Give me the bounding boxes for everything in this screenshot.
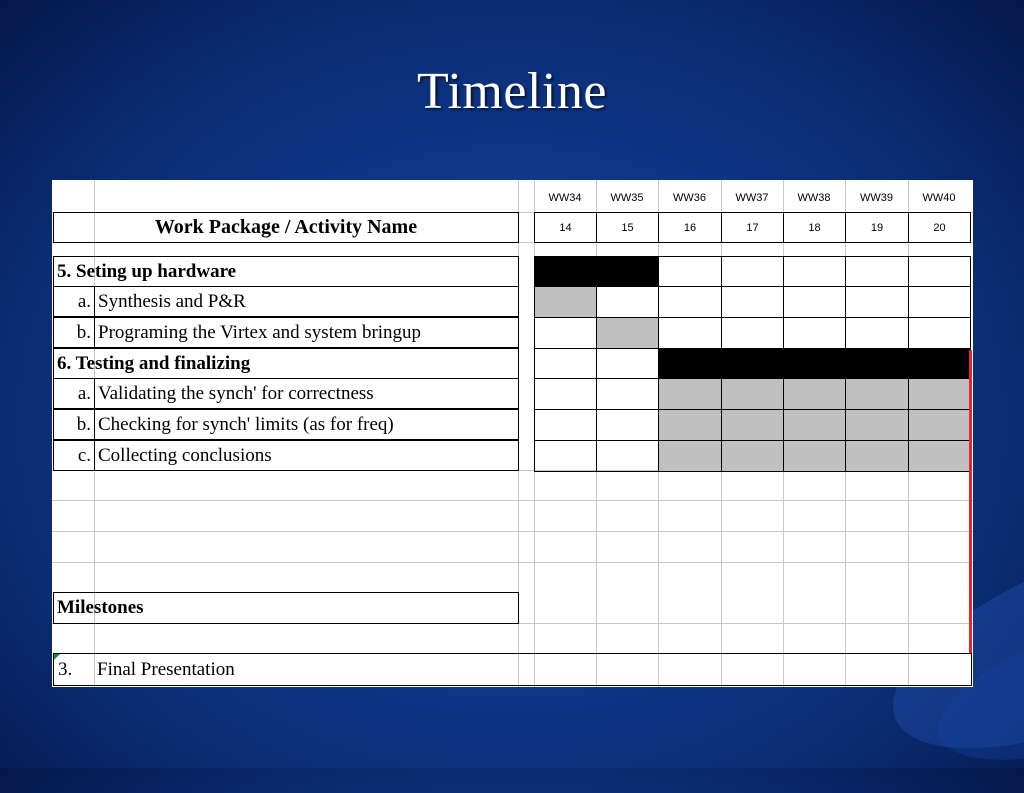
week-label: WW37 [735,192,769,204]
week-number: 14 [534,212,597,243]
task-label: Synthesis and P&R [94,286,519,317]
gridline [52,500,973,501]
package-row-label: 6. Testing and finalizing [53,348,519,379]
current-date-line [969,350,972,653]
week-number: 16 [658,212,722,243]
week-number: 19 [845,212,909,243]
gantt-cell [596,286,659,318]
gridline [52,531,973,532]
task-index: c. [53,440,95,471]
gantt-bar-task [783,409,846,441]
gantt-bar-task [721,409,784,441]
milestones-header: Milestones [53,592,519,624]
gantt-cell [534,409,597,441]
gantt-cell [908,286,971,318]
task-index: a. [53,286,95,317]
gantt-cell [596,378,659,410]
gridline [52,562,973,563]
gantt-bar-task [534,286,597,318]
gantt-bar-task [596,317,659,349]
gantt-spreadsheet [52,180,973,687]
gantt-bar-task [721,378,784,410]
gantt-bar-package [845,348,909,379]
gantt-cell [534,348,597,379]
task-label: Collecting conclusions [94,440,519,471]
gantt-cell [534,317,597,349]
gantt-bar-package [658,348,722,379]
gantt-cell [783,286,846,318]
milestone-label: Final Presentation [94,653,972,686]
week-number: 18 [783,212,846,243]
task-index: a. [53,378,95,409]
gantt-cell [908,256,971,287]
week-label: WW34 [548,192,582,204]
gantt-bar-task [658,378,722,410]
gantt-cell [721,286,784,318]
gantt-bar-task [783,440,846,472]
gantt-cell [845,256,909,287]
week-label: WW36 [673,192,706,204]
week-label: WW38 [797,192,831,204]
gantt-bar-task [845,409,909,441]
week-number: 17 [721,212,784,243]
task-index: b. [53,409,95,440]
gantt-bar-task [908,440,971,472]
gantt-cell [596,348,659,379]
milestone-index: 3. [53,653,95,686]
gantt-bar-task [908,409,971,441]
gantt-bar-task [845,440,909,472]
gantt-cell [596,409,659,441]
task-label: Checking for synch' limits (as for freq) [94,409,519,440]
gantt-cell [783,317,846,349]
task-index: b. [53,317,95,348]
gantt-bar-task [658,440,722,472]
package-row-label: 5. Seting up hardware [53,256,519,287]
gantt-cell [721,317,784,349]
gantt-bar-task [721,440,784,472]
gantt-bar-package [596,256,659,287]
gantt-cell [658,256,722,287]
gantt-bar-package [783,348,846,379]
week-label: WW40 [922,192,956,204]
gantt-bar-task [845,378,909,410]
gantt-cell [596,440,659,472]
gantt-cell [534,378,597,410]
gantt-cell [658,317,722,349]
task-label: Validating the synch' for correctness [94,378,519,409]
gantt-bar-package [908,348,971,379]
gantt-bar-package [721,348,784,379]
column-header-activity: Work Package / Activity Name [53,212,519,243]
gantt-bar-task [783,378,846,410]
gantt-cell [534,440,597,472]
week-label: WW35 [610,192,644,204]
week-number: 20 [908,212,971,243]
gantt-bar-task [908,378,971,410]
gantt-cell [845,317,909,349]
week-label: WW39 [860,192,893,204]
slide-title: Timeline [417,63,607,120]
gantt-cell [721,256,784,287]
gantt-cell [783,256,846,287]
gantt-cell [845,286,909,318]
gantt-bar-package [534,256,597,287]
gantt-cell [908,317,971,349]
week-number: 15 [596,212,659,243]
gantt-bar-task [658,409,722,441]
gantt-cell [658,286,722,318]
task-label: Programing the Virtex and system bringup [94,317,519,348]
